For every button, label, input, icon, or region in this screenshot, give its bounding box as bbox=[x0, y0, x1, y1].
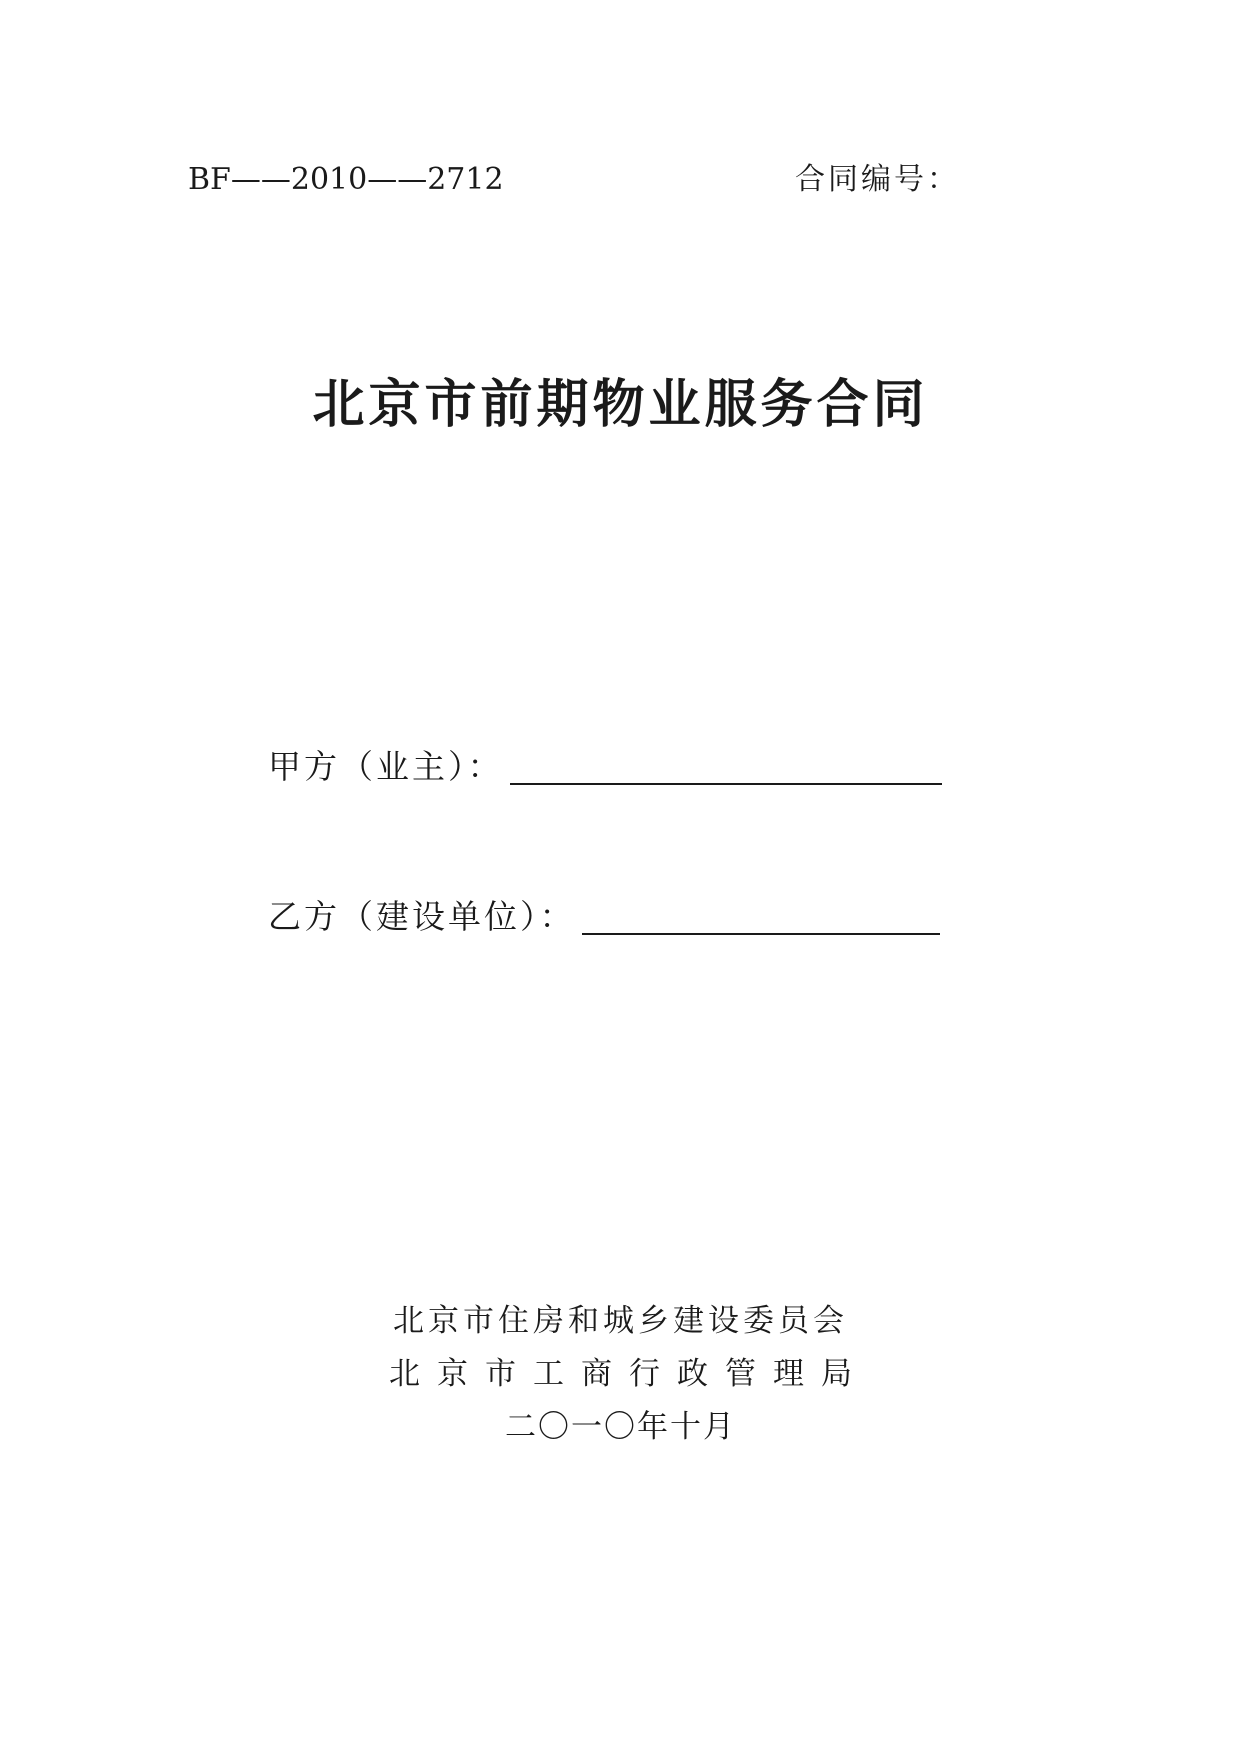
issuer-housing-commission: 北京市住房和城乡建设委员会 bbox=[393, 1303, 848, 1339]
issue-date: 二〇一〇年十月 bbox=[505, 1409, 736, 1445]
issuer-industry-commerce-bureau: 北京市工商行政管理局 bbox=[389, 1356, 869, 1392]
document-code: BF——2010——2712 bbox=[188, 162, 504, 197]
party-a-blank-line bbox=[510, 753, 942, 785]
contract-number-label: 合同编号： bbox=[795, 162, 960, 197]
party-a-row bbox=[268, 745, 942, 789]
page-title: 北京市前期物业服务合同 bbox=[312, 375, 929, 435]
party-b-label: 乙方（建设单位）： bbox=[268, 897, 576, 936]
party-b-blank-line bbox=[582, 903, 940, 935]
party-a-label: 甲方（业主）： bbox=[268, 747, 504, 786]
party-b-row bbox=[268, 895, 940, 939]
issuer-block bbox=[0, 1295, 1241, 1454]
